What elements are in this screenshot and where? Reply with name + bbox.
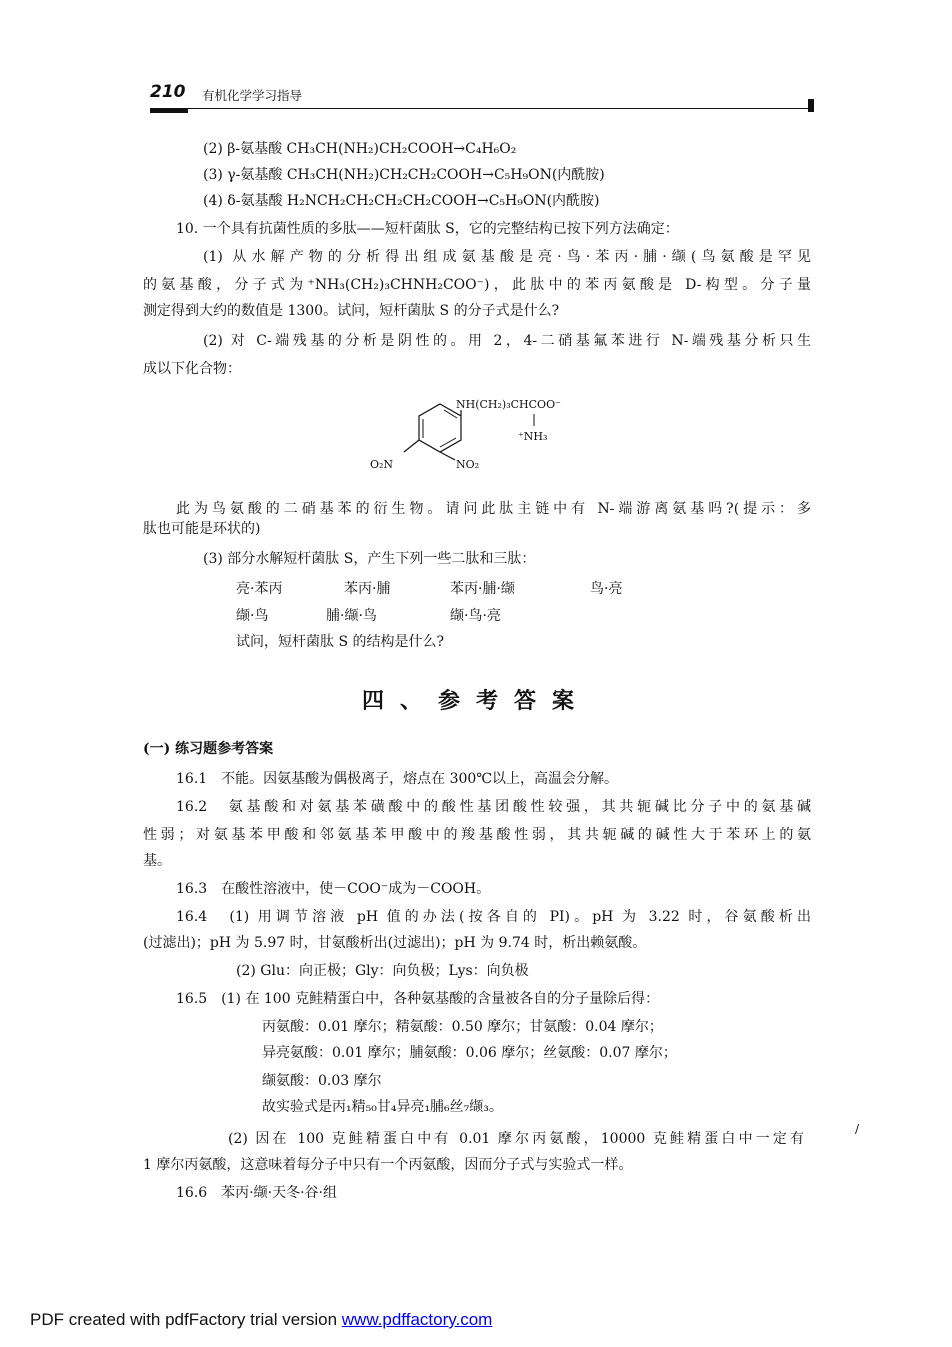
prob10-p3-line-1: (3) 部分水解短杆菌肽 S，产生下列一些二肽和三肽： [203, 551, 536, 567]
nitro-left-label: O₂N [370, 458, 394, 471]
answer-16-1: 16.1 不能。因氨基酸为偶极离子，熔点在 300℃以上，高温会分解。 [176, 771, 619, 787]
fragment: 鸟·亮 [590, 581, 623, 597]
prob9-line-3: (3) γ-氨基酸 CH₃CH(NH₂)CH₂CH₂COOH→C₅H₉ON(内酰胺) [203, 167, 605, 183]
page-number: 210 [150, 82, 186, 102]
prob10-p2-after-line-1: 此为鸟氨酸的二硝基苯的衍生物。请问此肽主链中有 N-端游离氨基吗?(提示：多 [176, 501, 811, 517]
prob10-p2-line-2: 成以下化合物： [143, 361, 241, 377]
footer-text: PDF created with pdfFactory trial version [30, 1310, 342, 1329]
prob10-p2-after-line-2: 肽也可能是环状的) [143, 521, 261, 537]
prob10-p1-line-2: 的氨基酸，分子式为⁺NH₃(CH₂)₃CHNH₂COO⁻)，此肽中的苯丙氨酸是 D-构型。分子量 [143, 277, 811, 293]
prob10-p3-question: 试问，短杆菌肽 S 的结构是什么? [236, 634, 444, 650]
answer-16-2-line-2: 性弱；对氨基苯甲酸和邻氨基苯甲酸中的羧基酸性弱，其共轭碱的碱性大于苯环上的氨 [143, 827, 811, 843]
answer-16-4-line-3: (2) Glu：向正极；Gly：向负极；Lys：向负极 [236, 963, 529, 979]
footer-link[interactable]: www.pdffactory.com [341, 1310, 493, 1329]
sub-heading: (一) 练习题参考答案 [143, 741, 274, 757]
answer-16-5-2-line-2: 1 摩尔丙氨酸，这意味着每分子中只有一个丙氨酸，因而分子式与实验式一样。 [143, 1157, 633, 1173]
answer-16-5-line-2: 丙氨酸：0.01 摩尔；精氨酸：0.50 摩尔；甘氨酸：0.04 摩尔； [262, 1019, 663, 1035]
answer-16-5-line-4: 缬氨酸：0.03 摩尔 [262, 1073, 382, 1089]
pdf-footer [30, 1310, 492, 1330]
fragment: 脯·缬·鸟 [326, 608, 377, 624]
answer-16-5-line-3: 异亮氨酸：0.01 摩尔；脯氨酸：0.06 摩尔；丝氨酸：0.07 摩尔； [262, 1045, 677, 1061]
book-title: 有机化学学习指导 [202, 88, 303, 103]
header-bar-right [808, 99, 814, 112]
answer-16-5-line-1: 16.5 (1) 在 100 克鲑精蛋白中，各种氨基酸的含量被各自的分子量除后得： [176, 991, 660, 1007]
answer-16-2-line-3: 基。 [143, 853, 171, 869]
answer-16-4-line-1: 16.4 (1) 用调节溶液 pH 值的办法(按各自的 PI)。pH 为 3.22 时，谷氨酸析出 [176, 909, 811, 925]
header-bar-left [150, 109, 188, 113]
answer-16-4-line-2: (过滤出)；pH 为 5.97 时，甘氨酸析出(过滤出)；pH 为 9.74 时，析出赖氨酸。 [143, 935, 647, 951]
prob10-p2-line-1: (2) 对 C-端残基的分析是阴性的。用 2，4-二硝基氟苯进行 N-端残基分析只生 [203, 333, 811, 349]
prob10-p1-line-1: (1) 从水解产物的分析得出组成氨基酸是亮·鸟·苯丙·脯·缬(鸟氨酸是罕见 [203, 249, 811, 265]
fragment: 缬·鸟·亮 [450, 608, 501, 624]
fragment: 苯丙·脯 [344, 581, 391, 597]
nitro-ortho-label: NO₂ [456, 458, 480, 471]
amino-label: ⁺NH₃ [518, 430, 548, 443]
section-title: 四、参考答案 [361, 688, 590, 714]
running-header [150, 82, 812, 109]
prob9-line-4: (4) δ-氨基酸 H₂NCH₂CH₂CH₂CH₂COOH→C₅H₉ON(内酰胺) [203, 193, 600, 209]
fragment: 亮·苯丙 [236, 581, 283, 597]
prob10-intro: 10. 一个具有抗菌性质的多肽——短杆菌肽 S，它的完整结构已按下列方法确定： [176, 221, 679, 237]
side-chain-label: NH(CH₂)₃CHCOO⁻ [456, 398, 561, 411]
answer-16-5-line-5: 故实验式是丙₁精₅₀甘₄异亮₁脯₆丝₇缬₃。 [262, 1099, 503, 1115]
answer-16-5-2-line-1: (2) 因在 100 克鲑精蛋白中有 0.01 摩尔丙氨酸，10000 克鲑精蛋白中一定有 [228, 1131, 804, 1147]
margin-mark: / [855, 1122, 860, 1136]
prob10-p1-line-3: 测定得到大约的数值是 1300。试问，短杆菌肽 S 的分子式是什么? [143, 303, 560, 319]
fragment: 苯丙·脯·缬 [450, 581, 515, 597]
answer-16-6: 16.6 苯丙·缬·天冬·谷·组 [176, 1185, 337, 1201]
answer-16-2-line-1: 16.2 氨基酸和对氨基苯磺酸中的酸性基团酸性较强，其共轭碱比分子中的氨基碱 [176, 799, 811, 815]
fragment: 缬·鸟 [236, 608, 269, 624]
dnp-ornithine-structure [360, 390, 600, 480]
answer-16-3: 16.3 在酸性溶液中，使－COO⁻成为－COOH。 [176, 881, 491, 897]
prob9-line-2: (2) β-氨基酸 CH₃CH(NH₂)CH₂COOH→C₄H₆O₂ [203, 141, 517, 157]
